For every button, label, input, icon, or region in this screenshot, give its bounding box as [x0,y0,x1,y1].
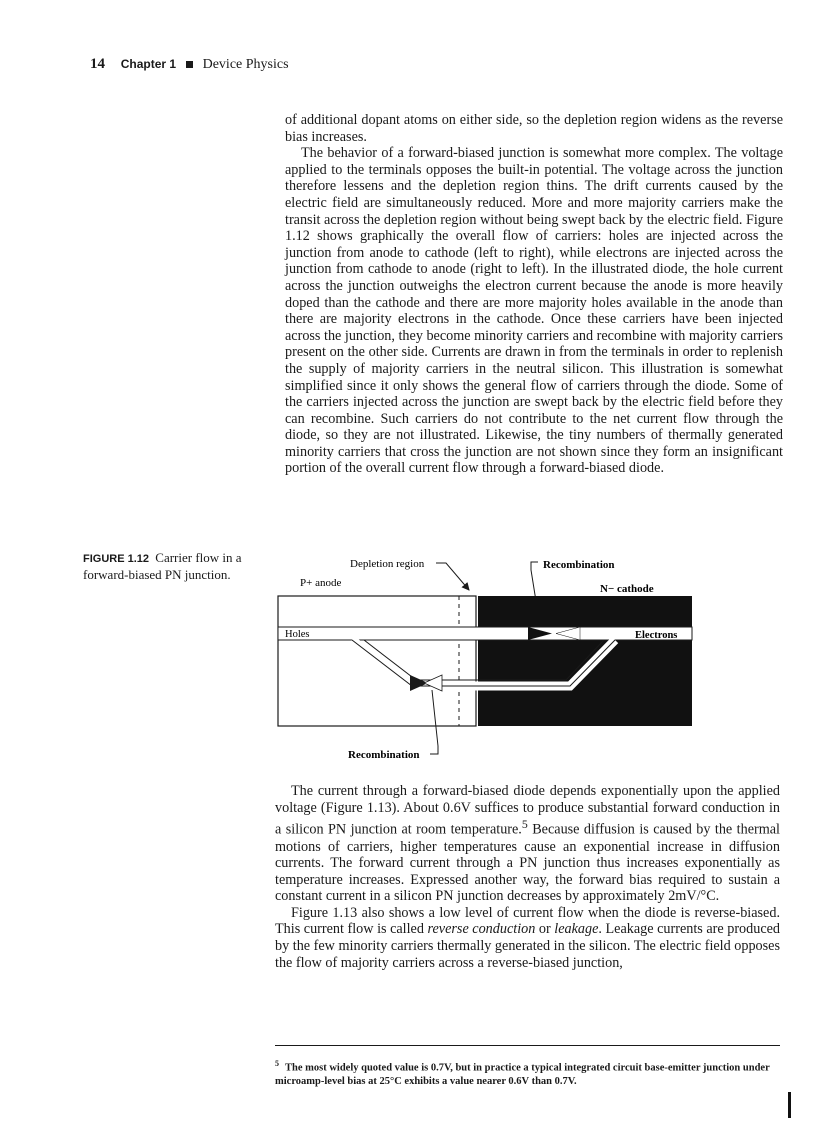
footnote-marker: 5 [275,1059,279,1068]
paragraph-reverse-c: . Leakage currents are produced by the few minority carriers thermally generated in the silicon. The electric field opposes the flow of majority carriers across a reverse-biased junction, [275,921,781,971]
depletion-region-label: Depletion region [350,558,425,570]
paragraph-continuation: of additional dopant atoms on either side, so the depletion region widens as the reverse bias increases. [285,112,783,145]
page-number: 14 [90,56,105,72]
term-leakage: leakage [554,921,599,938]
term-reverse-conduction: reverse conduction [427,921,536,938]
paragraph-reverse-b: or [535,921,555,938]
holes-label: Holes [285,629,310,640]
recombination-top-label: Recombination [543,559,615,571]
recombination-bottom-label: Recombination [348,749,420,761]
paragraph-exponential-b: Because diffusion is caused by the thermal motions of carriers, higher temperatures cause an exponential increase in diffusion currents. The forward current through a PN junction thus increases exponentially as temperature increases. Expressed another way, the forward bias required to sustain a constant current in a silicon PN junction decreases by approximately 2mV/°C. [275,821,780,905]
square-bullet-icon [186,61,193,68]
holes-band [278,627,692,640]
anode-label: P+ anode [300,577,342,589]
pn-junction-diagram [270,550,710,775]
cathode-label: N− cathode [600,583,654,595]
paragraph-reverse [275,905,780,971]
footnote [275,1057,780,1088]
body-text-bottom [275,783,780,971]
footnote-divider [275,1045,780,1046]
pn-junction-svg [270,550,710,775]
footnote-ref: 5 [521,817,528,832]
page-header [90,56,289,73]
footnote-text: The most widely quoted value is 0.7V, but in practice a typical integrated circuit base-emitter junction under microamp-level bias at 25°C exhibits a value nearer 0.6V than 0.7V. [275,1062,770,1087]
paragraph-exponential-a: The current through a forward-biased diode depends exponentially upon the applied voltage (Figure 1.13). About 0.6V suffices to produce substantial forward conduction in a silicon PN junction at room temperature. [275,783,780,838]
paragraph-reverse-a: Figure 1.13 also shows a low level of current flow when the diode is reverse-biased. This current flow is called [275,904,780,938]
section-title: Device Physics [202,57,289,72]
electrons-label: Electrons [635,630,678,641]
depletion-pointer [436,563,469,590]
chapter-label: Chapter 1 [120,57,177,71]
figure-number: FIGURE 1.12 [83,553,150,565]
paragraph-forward-bias: The behavior of a forward-biased junction is somewhat more complex. The voltage applied to the terminals opposes the built-in potential. The voltage across the junction therefore lessens and the depletion region thins. The drift currents caused by the electric field are simultaneously reduced. More and more majority carriers make the transit across the depletion region without being swept back by the electric field. Figure 1.12 shows graphically the overall flow of carriers: holes are injected across the junction from anode to cathode (left to right), while electrons are injected across the junction from cathode to anode (right to left). In the illustrated diode, the hole current across the junction outweighs the electron current because the anode is more heavily doped than the cathode and there are more majority holes available in the anode than there are majority electrons in the cathode. Once these carriers have been injected across the junction, they become minority carriers and recombine with majority carriers present on the other side. Currents are drawn in from the terminals in order to replenish the supply of majority carriers in the neutral silicon. This illustration is somewhat simplified since it only shows the general flow of carriers through the diode. Some of the carriers injected across the junction are swept back by the electric field before they can recombine. Such carriers do not contribute to the net current flow through the diode, so they are not illustrated. Likewise, the tiny numbers of thermally generated minority carriers that cross the junction are not shown since they form an insignificant portion of the overall current flow through a forward-biased diode. [285,145,783,477]
figure-caption [83,550,268,582]
n-region [478,596,692,726]
paragraph-exponential [275,783,780,905]
figure-caption-text: Carrier flow in a forward-biased PN junction. [83,550,242,582]
body-text-top [285,112,783,477]
scan-edge-mark [788,1092,791,1118]
